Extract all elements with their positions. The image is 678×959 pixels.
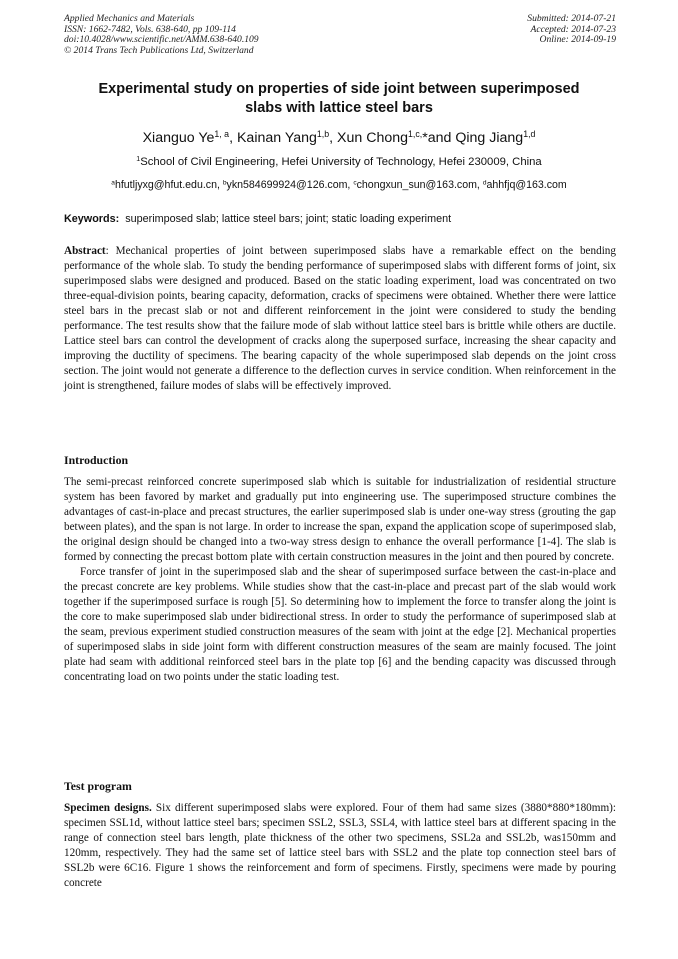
abstract (64, 244, 616, 394)
paper-title-line-1: Experimental study on properties of side joint between superimposed (98, 81, 580, 97)
email-a[interactable]: hfutljyxg@hfut.edu.cn, (114, 179, 223, 191)
submitted-date: Submitted: 2014-07-21 (527, 13, 616, 24)
affiliation-text: School of Civil Engineering, Hefei University of Technology, Hefei 230009, China (140, 156, 542, 168)
email-c[interactable]: chongxun_sun@163.com, (356, 179, 483, 191)
paper-title-line-2: slabs with lattice steel bars (245, 100, 433, 116)
specimen-designs-label: Specimen designs. (64, 802, 152, 814)
test-program-heading: Test program (64, 779, 132, 793)
affiliation-marker: 1 (136, 156, 141, 164)
online-date: Online: 2014-09-19 (539, 34, 616, 46)
keywords-text: superimposed slab; lattice steel bars; joint; static loading experiment (125, 213, 452, 225)
email-marker-d: d (482, 179, 487, 187)
introduction-paragraph-2: Force transfer of joint in the superimposed slab and the shear of superimposed surface between the cast-in-place and the precast concrete are key problems. While studies show that the cast-in-place and precast part of the slab would work together if the superimposed surface is rough [5]. So determining how to implement the force to transfer along the joint is the core to make superimposed slab under bidirectional stress. In order to study the performance of superimposed slab at the seam, previous experiment studied construction measures of the seam with joint at the edge [2]. Mechanical properties of superimposed slabs in side joint form with different construction measures of the seam are mainly focused. The joint plate had seam with additional reinforced steel bars in the plate top [6] and the bending capacity was discussed through concentrating load on two points under the static loading test. (64, 566, 616, 683)
keywords-label: Keywords: (64, 213, 120, 225)
author-4-affil: 1,d (523, 129, 536, 140)
author-list (20, 129, 658, 147)
email-marker-c: c (353, 179, 357, 187)
journal-copyright: © 2014 Trans Tech Publications Ltd, Switzerland (64, 44, 254, 56)
email-marker-b: b (222, 179, 227, 187)
paper-title (40, 80, 638, 118)
specimen-designs-text: Six different superimposed slabs were explored. Four of them had same sizes (3880*880*180mm): specimen SSL1d, without lattice steel bars; specimen SSL2, SSL3, SSL4, with lattice steel bars at different spacing in the range of connection steel bars length, plate thickness of the other two specimens, SSL2a and SSL2b, was150mm and 120mm, respectively. They had the same set of lattice steel bars with SSL2 and the plate top connection steel bars of SSL2b were 6C16. Figure 1 shows the reinforcement and form of specimens. Firstly, specimens were made by pouring concrete (64, 802, 616, 889)
test-program-body (64, 801, 616, 891)
author-2-affil: 1,b (316, 129, 330, 140)
author-1: Xianguo Ye (142, 130, 215, 146)
abstract-label: Abstract (64, 245, 106, 257)
dates-header (527, 14, 616, 46)
author-emails (20, 178, 658, 192)
abstract-text: : Mechanical properties of joint between superimposed slabs have a remarkable effect on the bending performance of the whole slab. To study the bending performance of superimposed slabs with different forms of joint, six superimposed slabs were designed and produced. Based on the static loading experiment, load was concentrated on two three-equal-division points, bearing capacity, deformation, cracks of specimens were obtained. Whether there were lattice steel bars in the precast slab or not and different reinforcement in the joint were considered to study the bending performance. The test results show that the failure mode of slab without lattice steel bars is brittle while others are ductile. Lattice steel bars can control the development of cracks along the superposed surface, increasing the shear capacity and improving the ductility of specimens. The bearing capacity of the whole superimposed slab depends on the joint cross section. The joint would not generate a difference to the deflection curves in service condition. When reinforcement in the joint is strengthened, failure modes of slabs will be effectively improved. (64, 245, 616, 392)
journal-issn: ISSN: 1662-7482, Vols. 638-640, pp 109-114 (64, 23, 236, 35)
email-marker-a: a (111, 179, 115, 187)
introduction-body (64, 475, 616, 685)
author-1-affil: 1, a (214, 129, 230, 140)
journal-doi: doi:10.4028/www.scientific.net/AMM.638-640.109 (64, 34, 259, 46)
email-b[interactable]: ykn584699924@126.com, (226, 179, 354, 191)
introduction-paragraph-1: The semi-precast reinforced concrete superimposed slab which is suitable for industrialization of residential structure system has been favored by market and gradually put into engineering use. The superimposed structure combines the advantages of cast-in-place and precast structures, the earlier superimposed slab is under one-way stress (grouting the gap between plates), and the span is not large. In order to increase the span, expand the application scope of superimposed slab, the original design should be changed into a two-way stress design to enhance the overall performance [1-4]. The slab is formed by connecting the precast bottom plate with certain construction measures in the joint and then poured by concrete. (64, 476, 616, 563)
accepted-date: Accepted: 2014-07-23 (530, 23, 616, 35)
email-d[interactable]: ahhfjq@163.com (486, 179, 567, 191)
affiliation (20, 155, 658, 169)
introduction-heading: Introduction (64, 453, 129, 467)
author-3-affil: 1,c, (408, 129, 423, 140)
journal-header (64, 14, 259, 56)
keywords (64, 212, 624, 226)
journal-name: Applied Mechanics and Materials (64, 13, 195, 24)
author-4: *and Qing Jiang (422, 130, 524, 146)
author-2: , Kainan Yang (229, 130, 317, 146)
author-3: , Xun Chong (329, 130, 409, 146)
